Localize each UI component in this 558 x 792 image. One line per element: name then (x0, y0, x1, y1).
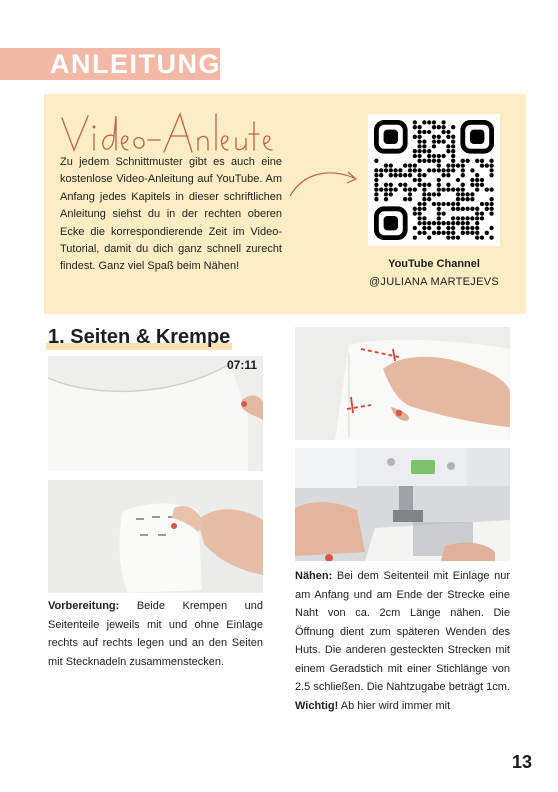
naehen-warning-label: Wichtig! (295, 699, 339, 712)
qr-code-icon (374, 120, 494, 240)
marked-fabric-illustration (295, 327, 510, 440)
page-number: 13 (511, 752, 532, 772)
youtube-channel-label: YouTube Channel (388, 258, 480, 270)
pinned-fabric-photo (48, 480, 263, 593)
naehen-paragraph (295, 567, 510, 715)
video-still-photo (48, 356, 263, 471)
vorbereitung-text: Beide Krempen und Seitenteile jeweils mit und ohne Einlage rechts auf rechts legen und an den Seiten mit Stecknadeln zusammenstecken. (48, 600, 263, 668)
pinned-fabric-illustration (48, 480, 263, 593)
video-info-box (44, 94, 526, 314)
video-description: Zu jedem Schnittmuster gibt es auch eine kostenlose Video-Anleitung auf YouTube. Am Anfang jedes Kapitels in dieser schriftlichen Anleitung siehst du in der rechten oberen Ecke die korrespondierende Zeit im Video-Tutorial, damit du dich ganz schnell zurecht findest. Ganz viel Spaß beim Nähen! (60, 156, 282, 273)
title-band (0, 48, 220, 80)
youtube-qr-code[interactable] (368, 114, 500, 246)
video-timecode: 07:11 (226, 358, 257, 372)
video-anleitung-script-title (58, 108, 278, 158)
vorbereitung-label: Vorbereitung: (48, 600, 120, 612)
page-title: ANLEITUNG (50, 49, 221, 79)
sewing-machine-illustration (295, 448, 510, 561)
fabric-illustration (48, 356, 263, 471)
sewing-machine-photo (295, 448, 510, 561)
marked-fabric-photo (295, 327, 510, 440)
naehen-warning-text: Ab hier wird immer mit (338, 699, 451, 712)
section-heading: 1. Seiten & Krempe (48, 326, 231, 348)
naehen-label: Nähen: (295, 570, 333, 582)
naehen-text: Bei dem Seitenteil mit Einlage nur am Anfang und am Ende der Strecke eine Naht von ca. 2cm Länge nähen. Die Öffnung dient zum späteren Wenden des Huts. Die anderen gesteckten Strecken mit einem Geradstich mit einer Stichlänge von 2.5 schließen. Die Nahtzugabe beträgt 1cm. (295, 570, 510, 693)
arrow-icon (286, 164, 362, 200)
youtube-channel-handle: @JULIANA MARTEJEVS (368, 276, 500, 288)
vorbereitung-paragraph (48, 597, 263, 671)
